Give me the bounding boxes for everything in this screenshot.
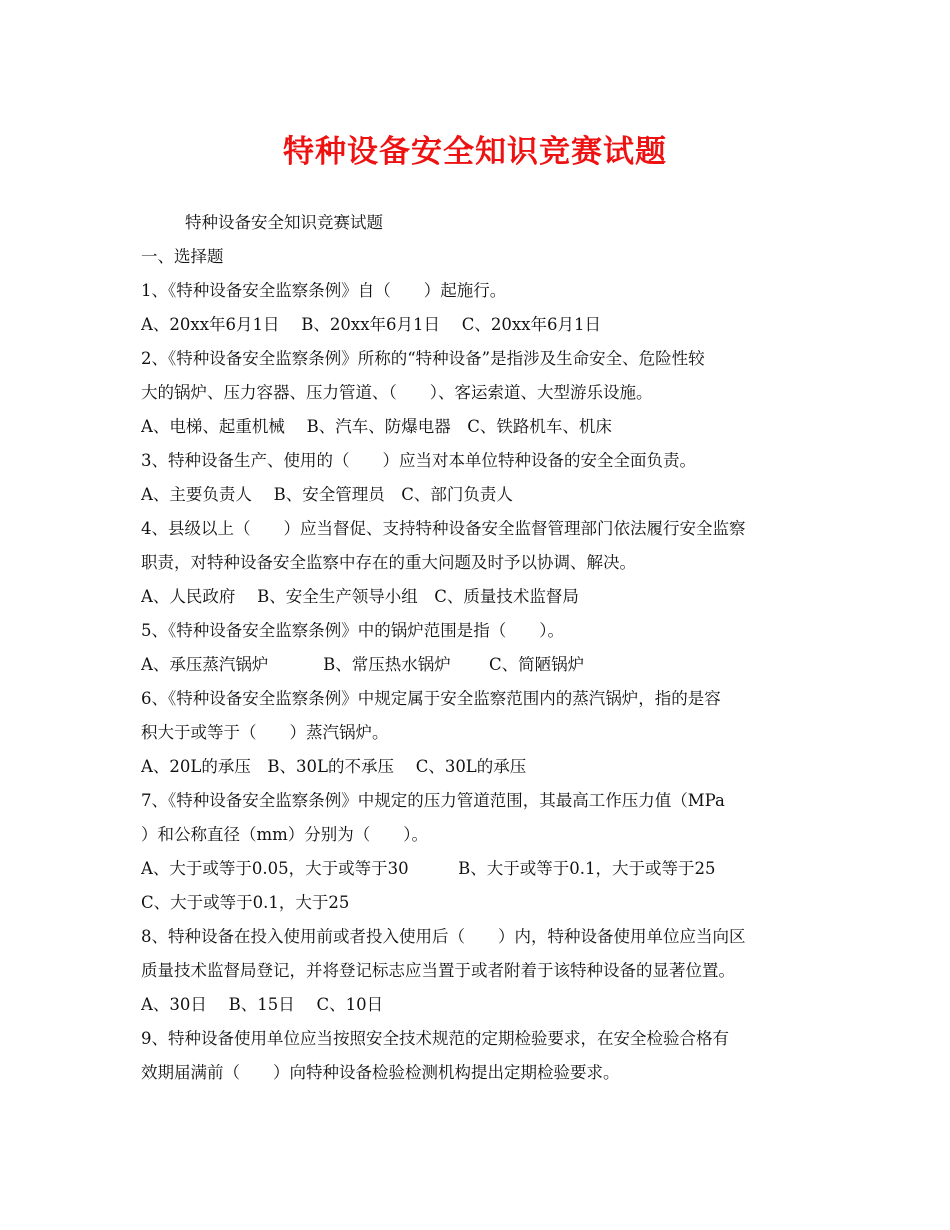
question-6-continued: 积大于或等于（ ）蒸汽锅炉。 <box>141 723 389 742</box>
question-8-continued: 质量技术监督局登记，并将登记标志应当置于或者附着于该特种设备的显著位置。 <box>141 961 735 980</box>
question-4-continued: 职责，对特种设备安全监察中存在的重大问题及时予以协调、解决。 <box>141 553 636 572</box>
question-7: 7、《特种设备安全监察条例》中规定的压力管道范围，其最高工作压力值（MPa <box>141 791 725 810</box>
question-6-options: A、20L的承压 B、30L的不承压 C、30L的承压 <box>141 757 527 776</box>
question-3: 3、特种设备生产、使用的（ ）应当对本单位特种设备的安全全面负责。 <box>141 451 696 470</box>
question-6: 6、《特种设备安全监察条例》中规定属于安全监察范围内的蒸汽锅炉，指的是容 <box>141 689 721 708</box>
question-8-options: A、30日 B、15日 C、10日 <box>141 995 384 1014</box>
question-1-options: A、20xx年6月1日 B、20xx年6月1日 C、20xx年6月1日 <box>141 315 601 334</box>
question-9-continued: 效期届满前（ ）向特种设备检验检测机构提出定期检验要求。 <box>141 1063 620 1082</box>
document-title: 特种设备安全知识竞赛试题 <box>283 134 667 170</box>
question-8: 8、特种设备在投入使用前或者投入使用后（ ）内，特种设备使用单位应当向区 <box>141 927 746 946</box>
question-9: 9、特种设备使用单位应当按照安全技术规范的定期检验要求，在安全检验合格有 <box>141 1029 729 1048</box>
section-heading: 一、选择题 <box>141 247 224 266</box>
subtitle-line: 特种设备安全知识竞赛试题 <box>185 213 383 232</box>
question-1: 1、《特种设备安全监察条例》自（ ）起施行。 <box>141 281 507 300</box>
question-2: 2、《特种设备安全监察条例》所称的“特种设备”是指涉及生命安全、危险性较 <box>141 349 705 368</box>
question-3-options: A、主要负责人 B、安全管理员 C、部门负责人 <box>141 485 513 504</box>
question-2-continued: 大的锅炉、压力容器、压力管道、（ ）、客运索道、大型游乐设施。 <box>141 383 653 402</box>
question-4: 4、县级以上（ ）应当督促、支持特种设备安全监督管理部门依法履行安全监察 <box>141 519 746 538</box>
question-5-options: A、承压蒸汽锅炉 B、常压热水锅炉 C、简陋锅炉 <box>141 655 585 674</box>
document-body <box>141 206 821 1090</box>
question-7-options-continued: C、大于或等于0.1，大于25 <box>141 893 350 912</box>
question-2-options: A、电梯、起重机械 B、汽车、防爆电器 C、铁路机车、机床 <box>141 417 612 436</box>
question-5: 5、《特种设备安全监察条例》中的锅炉范围是指（ ）。 <box>141 621 564 640</box>
question-7-options: A、大于或等于0.05，大于或等于30 B、大于或等于0.1，大于或等于25 <box>141 859 716 878</box>
question-7-continued: ）和公称直径（mm）分别为（ ）。 <box>141 825 429 844</box>
question-4-options: A、人民政府 B、安全生产领导小组 C、质量技术监督局 <box>141 587 579 606</box>
